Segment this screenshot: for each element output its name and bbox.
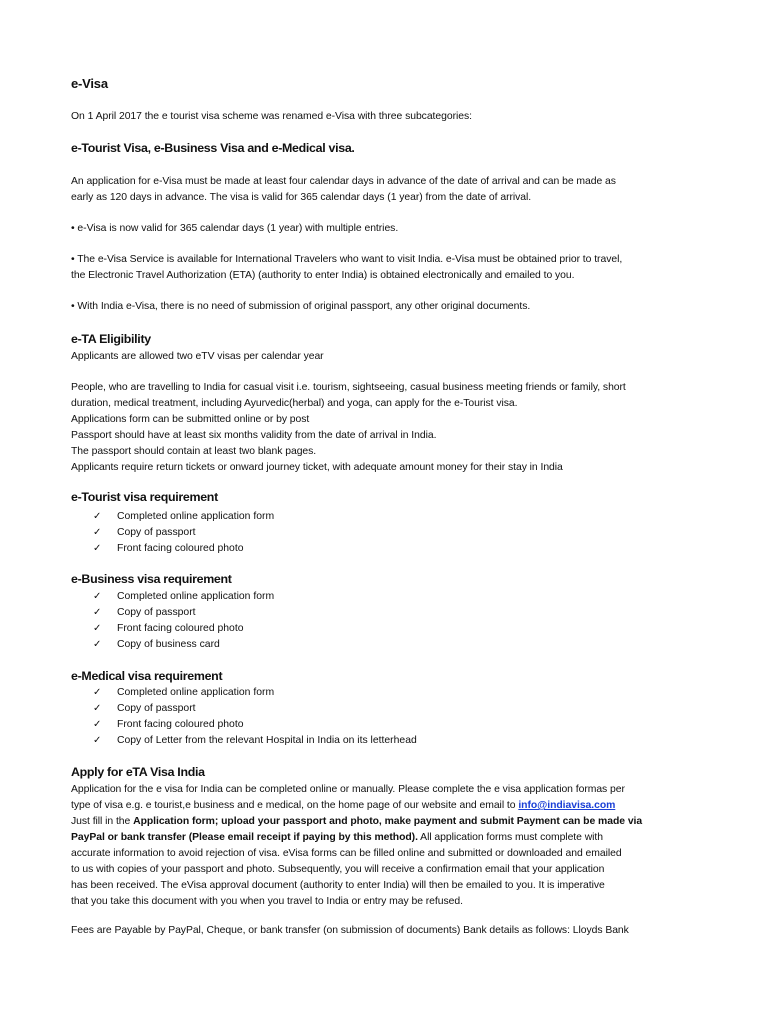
tourist-list xyxy=(71,509,711,557)
check-icon: ✓ xyxy=(93,527,102,538)
paragraph-line: duration, medical treatment, including Ayurvedic(herbal) and yoga, can apply for the e-Tourist visa. xyxy=(71,398,518,409)
paragraph-line: • The e-Visa Service is available for International Travelers who want to visit India. e-Visa must be obtained prior to travel, xyxy=(71,254,623,265)
medical-heading: e-Medical visa requirement xyxy=(71,669,223,683)
paragraph-line: Applications form can be submitted online or by post xyxy=(71,414,310,425)
bullet-validity: • e-Visa is now valid for 365 calendar days (1 year) with multiple entries. xyxy=(71,223,399,234)
application-paragraph xyxy=(71,174,711,206)
list-item: ✓ Copy of Letter from the relevant Hospital in India on its letterhead xyxy=(71,733,711,749)
list-item: ✓ Copy of business card xyxy=(71,637,711,653)
paragraph-line: Just fill in the Application form; upload your passport and photo, make payment and submit Payment can be made via xyxy=(71,816,643,827)
bullet-service xyxy=(71,252,711,284)
bullet-passport: • With India e-Visa, there is no need of submission of original passport, any other original documents. xyxy=(71,301,531,312)
paragraph-line: has been received. The eVisa approval document (authority to enter India) will then be emailed to you. It is imperative xyxy=(71,880,605,891)
business-heading: e-Business visa requirement xyxy=(71,572,232,586)
list-item: ✓ Completed online application form xyxy=(71,685,711,701)
check-icon: ✓ xyxy=(93,687,102,698)
paragraph-line: to us with copies of your passport and photo. Subsequently, you will receive a confirmation email that your application xyxy=(71,864,605,875)
paragraph-line: The passport should contain at least two blank pages. xyxy=(71,446,317,457)
eligibility-line: Applicants are allowed two eTV visas per calendar year xyxy=(71,351,324,362)
paragraph-line: that you take this document with you when you travel to India or entry may be refused. xyxy=(71,896,463,907)
list-item: ✓ Completed online application form xyxy=(71,589,711,605)
check-icon: ✓ xyxy=(93,735,102,746)
paragraph-line: early as 120 days in advance. The visa is valid for 365 calendar days (1 year) from the date of arrival. xyxy=(71,192,532,203)
paragraph-line: the Electronic Travel Authorization (ETA) (authority to enter India) is obtained electronically and emailed to you. xyxy=(71,270,575,281)
intro-text: On 1 April 2017 the e tourist visa scheme was renamed e-Visa with three subcategories: xyxy=(71,111,472,122)
tourist-heading: e-Tourist visa requirement xyxy=(71,490,218,504)
check-icon: ✓ xyxy=(93,607,102,618)
check-icon: ✓ xyxy=(93,591,102,602)
apply-paragraph xyxy=(71,782,711,910)
paragraph-line: Applicants require return tickets or onward journey ticket, with adequate amount money for their stay in India xyxy=(71,462,563,473)
check-icon: ✓ xyxy=(93,543,102,554)
list-item: ✓ Front facing coloured photo xyxy=(71,717,711,733)
apply-heading: Apply for eTA Visa India xyxy=(71,765,205,779)
paragraph-line: PayPal or bank transfer (Please email receipt if paying by this method). All application forms must complete with xyxy=(71,832,603,843)
check-icon: ✓ xyxy=(93,639,102,650)
check-icon: ✓ xyxy=(93,703,102,714)
list-item: ✓ Front facing coloured photo xyxy=(71,541,711,557)
paragraph-line: accurate information to avoid rejection of visa. eVisa forms can be filled online and submitted or downloaded and emailed xyxy=(71,848,622,859)
list-item: ✓ Completed online application form xyxy=(71,509,711,525)
list-item: ✓ Front facing coloured photo xyxy=(71,621,711,637)
paragraph-line: type of visa e.g. e tourist,e business and e medical, on the home page of our website and email to info@indiavisa.com xyxy=(71,800,616,811)
check-icon: ✓ xyxy=(93,511,102,522)
list-item: ✓ Copy of passport xyxy=(71,525,711,541)
paragraph-line: Application for the e visa for India can be completed online or manually. Please complete the e visa application formas per xyxy=(71,784,625,795)
paragraph-line: An application for e-Visa must be made at least four calendar days in advance of the date of arrival and can be made as xyxy=(71,176,616,187)
email-link[interactable]: info@indiavisa.com xyxy=(518,800,616,811)
medical-list xyxy=(71,685,711,749)
check-icon: ✓ xyxy=(93,719,102,730)
fees-text: Fees are Payable by PayPal, Cheque, or bank transfer (on submission of documents) Bank details as follows: Lloyds Bank xyxy=(71,925,629,936)
list-item: ✓ Copy of passport xyxy=(71,701,711,717)
list-item: ✓ Copy of passport xyxy=(71,605,711,621)
page-title: e-Visa xyxy=(71,76,108,91)
subcategories-heading: e-Tourist Visa, e-Business Visa and e-Medical visa. xyxy=(71,141,355,155)
eligibility-paragraph xyxy=(71,380,711,476)
eligibility-heading: e-TA Eligibility xyxy=(71,332,151,346)
paragraph-line: People, who are travelling to India for casual visit i.e. tourism, sightseeing, casual business meeting friends or family, short xyxy=(71,382,626,393)
paragraph-line: Passport should have at least six months validity from the date of arrival in India. xyxy=(71,430,437,441)
business-list xyxy=(71,589,711,653)
check-icon: ✓ xyxy=(93,623,102,634)
